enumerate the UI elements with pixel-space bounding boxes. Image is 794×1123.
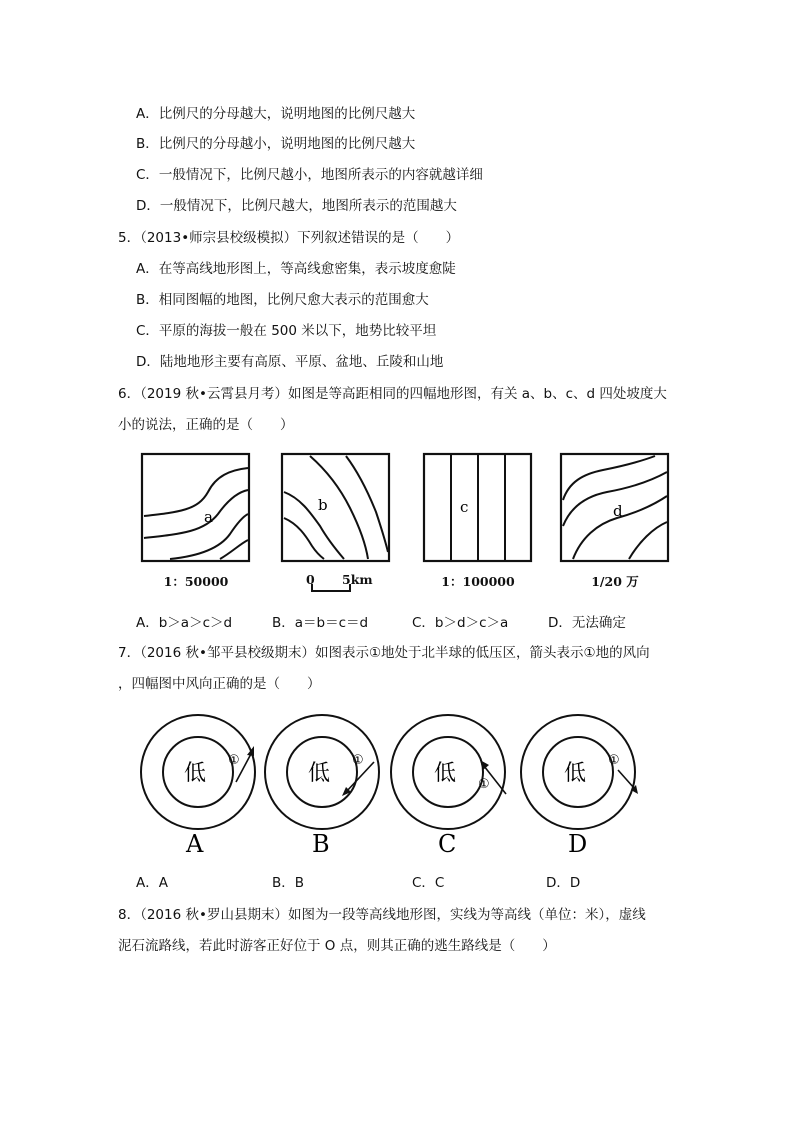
q5-option-c: C．平原的海拔一般在 500 米以下，地势比较平坦 xyxy=(136,323,437,339)
q4-option-b: B．比例尺的分母越小，说明地图的比例尺越大 xyxy=(136,136,416,152)
diagram-b-low: 低 xyxy=(308,761,331,786)
map-d-caption: 1/20 万 xyxy=(591,574,639,589)
map-d-letter: d xyxy=(613,502,623,520)
q6-stem-line2: 小的说法，正确的是（ ） xyxy=(118,417,294,433)
q6-option-d: D．无法确定 xyxy=(548,615,626,631)
q4-option-a: A．比例尺的分母越大，说明地图的比例尺越大 xyxy=(136,106,416,122)
diagram-c-point: ① xyxy=(478,777,490,792)
diagram-b-point: ① xyxy=(352,753,364,768)
diagram-b-label: B xyxy=(312,830,330,858)
q7-option-a: A．A xyxy=(136,875,168,891)
map-a-letter: a xyxy=(204,508,213,526)
diagram-d-point: ① xyxy=(608,753,620,768)
q7-stem-line1: 7．（2016 秋•邹平县校级期末）如图表示①地处于北半球的低压区，箭头表示①地的风向 xyxy=(118,645,650,661)
q4-option-d: D．一般情况下，比例尺越大，地图所表示的范围越大 xyxy=(136,198,457,214)
contour-map-d xyxy=(559,452,671,564)
map-c-caption: 1：100000 xyxy=(441,574,515,589)
diagram-c-low: 低 xyxy=(434,761,457,786)
scale-bar-km: 5km xyxy=(342,572,373,587)
scale-bar xyxy=(304,572,374,598)
q7-option-d: D．D xyxy=(546,875,581,891)
scale-bar-zero: 0 xyxy=(306,572,315,587)
pressure-diagram-c xyxy=(388,712,518,862)
q7-option-c: C．C xyxy=(412,875,445,891)
contour-map-a xyxy=(140,452,252,564)
q5-option-d: D．陆地地形主要有高原、平原、盆地、丘陵和山地 xyxy=(136,354,444,370)
diagram-d-label: D xyxy=(568,830,588,858)
q7-option-b: B．B xyxy=(272,875,305,891)
q5-stem: 5．（2013•师宗县校级模拟）下列叙述错误的是（ ） xyxy=(118,230,460,246)
map-b-letter: b xyxy=(318,496,328,514)
q7-options xyxy=(136,871,696,891)
map-c-letter: c xyxy=(460,498,469,516)
pressure-diagram-b xyxy=(262,712,392,862)
q5-option-a: A．在等高线地形图上，等高线愈密集，表示坡度愈陡 xyxy=(136,261,456,277)
contour-map-c xyxy=(422,452,534,564)
q6-stem-line1: 6．（2019 秋•云霄县月考）如图是等高距相同的四幅地形图，有关 a、b、c、d 四处坡度大 xyxy=(118,386,667,402)
q6-option-c: C．b＞d＞c＞a xyxy=(412,615,509,631)
pressure-diagram-a xyxy=(138,712,268,862)
diagram-d-low: 低 xyxy=(564,761,587,786)
pressure-diagram-d xyxy=(518,712,648,862)
q5-option-b: B．相同图幅的地图，比例尺愈大表示的范围愈大 xyxy=(136,292,429,308)
q6-option-a: A．b＞a＞c＞d xyxy=(136,615,233,631)
diagram-a-point: ① xyxy=(228,753,240,768)
q8-stem-line1: 8．（2016 秋•罗山县期末）如图为一段等高线地形图，实线为等高线（单位：米），虚线 xyxy=(118,907,646,923)
diagram-c-label: C xyxy=(438,830,457,858)
q6-options xyxy=(136,611,696,631)
contour-map-b xyxy=(280,452,392,564)
q8-stem-line2: 泥石流路线，若此时游客正好位于 O 点，则其正确的逃生路线是（ ） xyxy=(118,938,556,954)
q4-option-c: C．一般情况下，比例尺越小，地图所表示的内容就越详细 xyxy=(136,167,483,183)
map-a-caption: 1：50000 xyxy=(163,574,229,589)
diagram-a-label: A xyxy=(186,830,204,858)
q7-stem-line2: ，四幅图中风向正确的是（ ） xyxy=(118,676,321,692)
q6-option-b: B．a＝b＝c＝d xyxy=(272,615,369,631)
diagram-a-low: 低 xyxy=(184,761,207,786)
